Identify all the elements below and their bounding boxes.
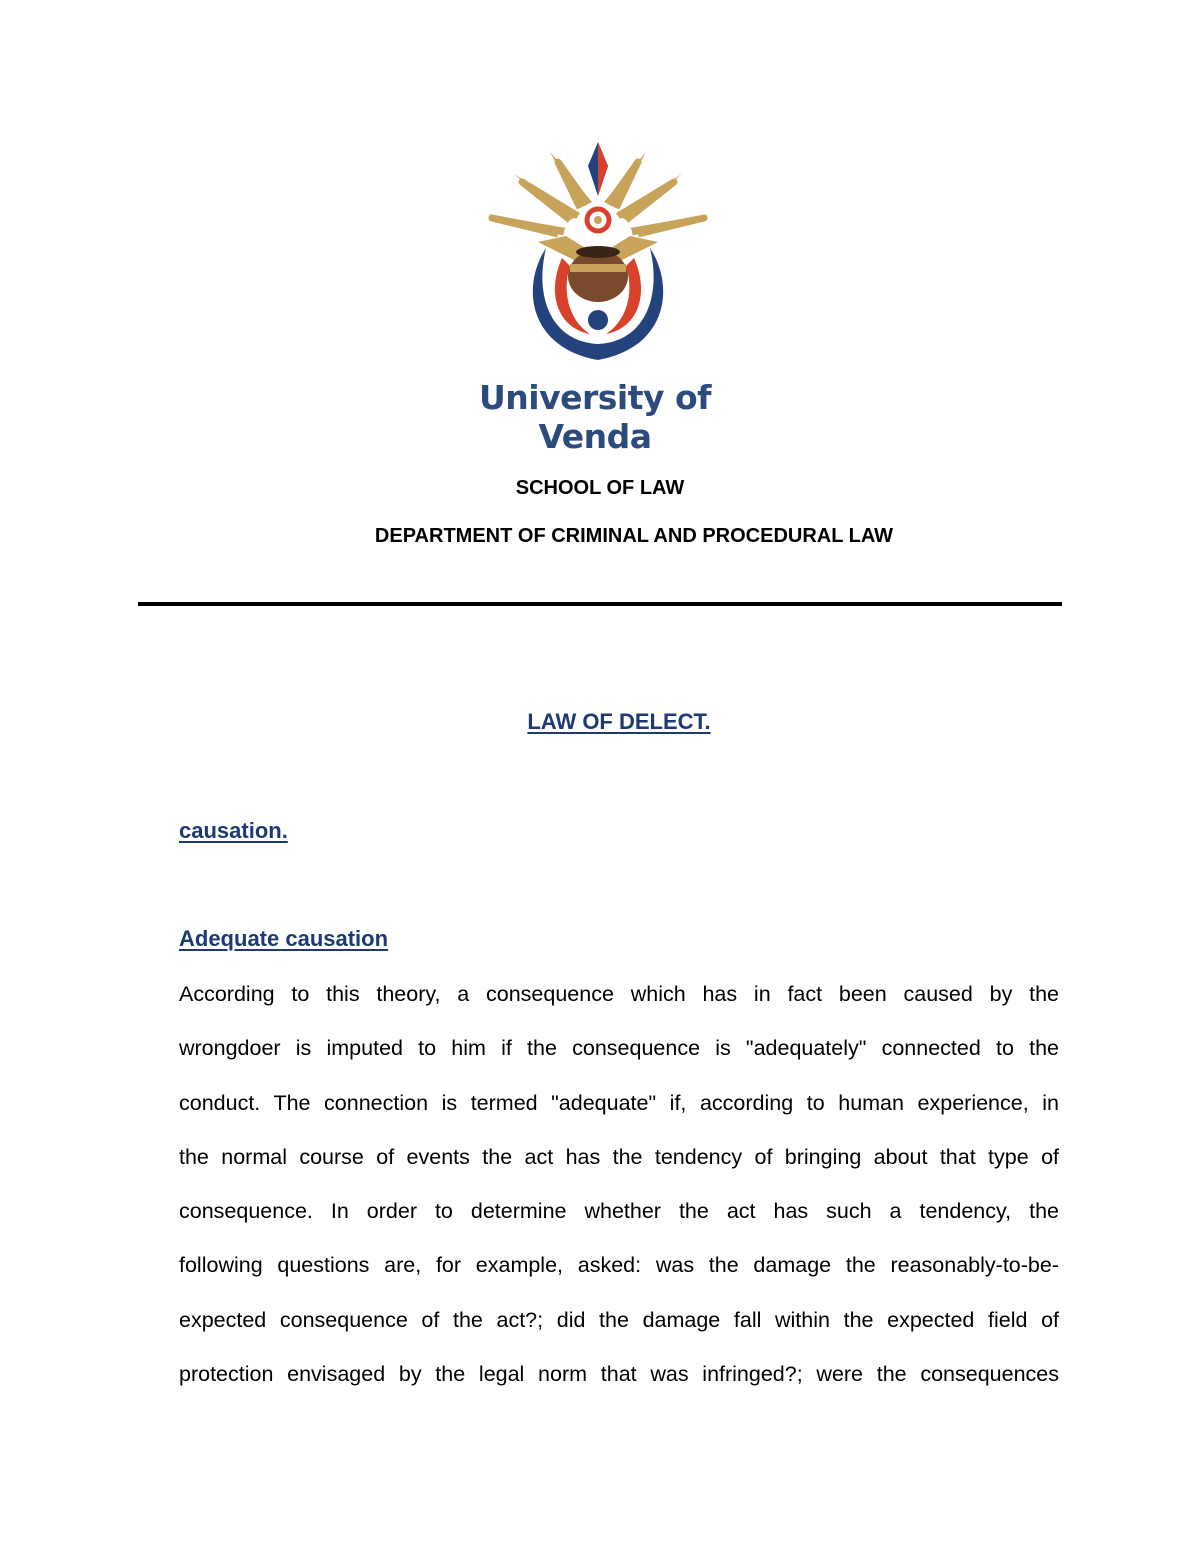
logo-wordmark: University of Venda bbox=[478, 378, 712, 456]
university-crest-icon bbox=[430, 138, 760, 378]
paragraph-line: According to this theory, a consequence which has in fact been caused by the bbox=[179, 982, 1059, 1006]
paragraph-line: following questions are, for example, asked: was the damage the reasonably-to-be- bbox=[179, 1253, 1059, 1278]
body-paragraph bbox=[179, 977, 1059, 1411]
paragraph-line: conduct. The connection is termed "adequate" if, according to human experience, in bbox=[179, 1090, 1059, 1115]
document-title: LAW OF DELECT. bbox=[527, 709, 711, 734]
paragraph-line: the normal course of events the act has the tendency of bringing about that type of bbox=[179, 1144, 1059, 1169]
paragraph-line: expected consequence of the act?; did the damage fall within the expected field of bbox=[179, 1307, 1059, 1332]
section-heading: causation. bbox=[179, 818, 288, 843]
horizontal-rule bbox=[138, 602, 1062, 606]
paragraph-line: consequence. In order to determine whether the act has such a tendency, the bbox=[179, 1199, 1059, 1224]
school-heading: SCHOOL OF LAW bbox=[515, 477, 685, 499]
subsection-heading: Adequate causation bbox=[179, 926, 389, 951]
paragraph-line: wrongdoer is imputed to him if the consequence is "adequately" connected to the bbox=[179, 1036, 1059, 1061]
department-heading: DEPARTMENT OF CRIMINAL AND PROCEDURAL LAW bbox=[374, 525, 894, 547]
paragraph-line: protection envisaged by the legal norm that was infringed?; were the consequences bbox=[179, 1362, 1059, 1387]
university-logo bbox=[430, 138, 760, 456]
